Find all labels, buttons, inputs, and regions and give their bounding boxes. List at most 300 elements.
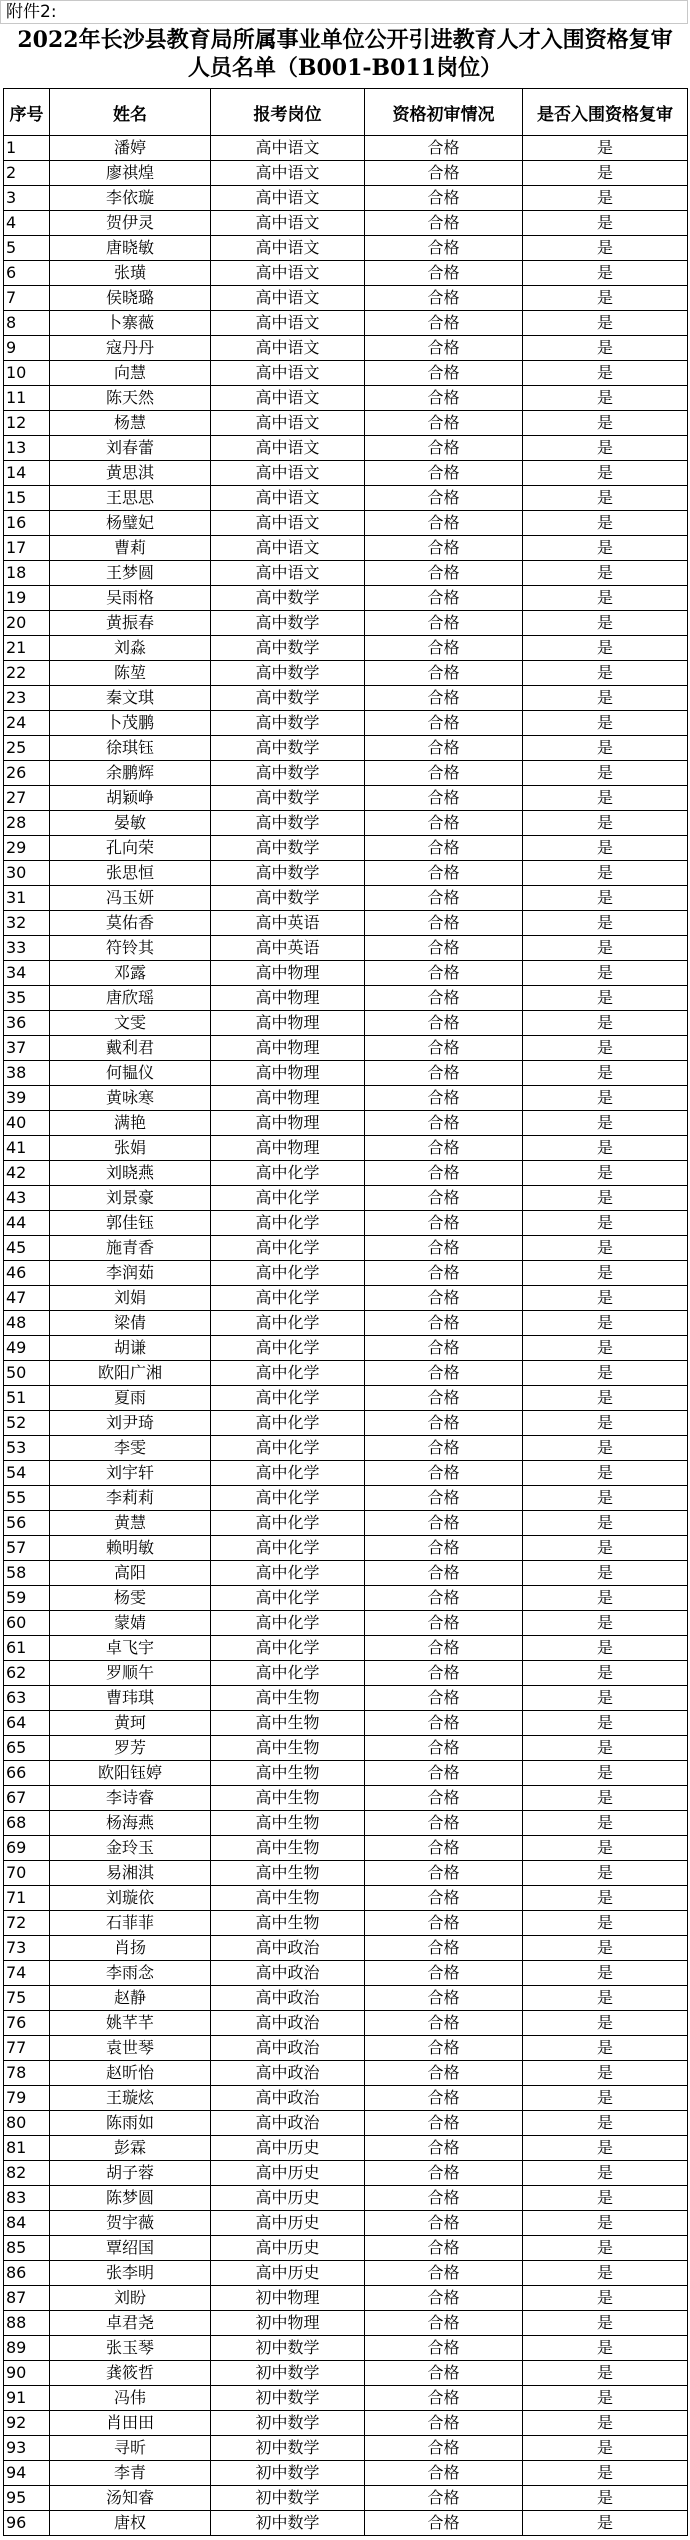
cell-shortlisted: 是 [523,2311,688,2336]
cell-initial-review: 合格 [365,1861,523,1886]
cell-shortlisted: 是 [523,1711,688,1736]
cell-index: 75 [4,1986,50,2011]
cell-initial-review: 合格 [365,1186,523,1211]
cell-position: 高中物理 [211,986,365,1011]
cell-position: 高中数学 [211,636,365,661]
cell-name: 施青香 [50,1236,211,1261]
cell-position: 高中历史 [211,2236,365,2261]
cell-shortlisted: 是 [523,386,688,411]
cell-shortlisted: 是 [523,1561,688,1586]
cell-position: 高中物理 [211,1111,365,1136]
cell-position: 高中政治 [211,2011,365,2036]
table-row [4,1536,688,1561]
cell-name: 彭霖 [50,2136,211,2161]
cell-initial-review: 合格 [365,611,523,636]
cell-name: 石菲菲 [50,1911,211,1936]
cell-position: 高中政治 [211,1986,365,2011]
cell-position: 高中化学 [211,1261,365,1286]
cell-index: 62 [4,1661,50,1686]
cell-name: 高阳 [50,1561,211,1586]
roster-body [4,136,688,2536]
cell-position: 高中历史 [211,2186,365,2211]
table-row [4,1761,688,1786]
cell-initial-review: 合格 [365,1636,523,1661]
cell-shortlisted: 是 [523,261,688,286]
cell-index: 68 [4,1811,50,1836]
cell-shortlisted: 是 [523,211,688,236]
cell-initial-review: 合格 [365,2336,523,2361]
cell-position: 高中历史 [211,2136,365,2161]
table-row [4,511,688,536]
cell-name: 张李明 [50,2261,211,2286]
cell-index: 84 [4,2211,50,2236]
cell-initial-review: 合格 [365,586,523,611]
table-row [4,1461,688,1486]
table-row [4,1411,688,1436]
cell-initial-review: 合格 [365,2211,523,2236]
cell-position: 高中数学 [211,611,365,636]
cell-position: 高中化学 [211,1661,365,1686]
cell-name: 符铃其 [50,936,211,961]
cell-shortlisted: 是 [523,2211,688,2236]
table-row [4,1111,688,1136]
cell-initial-review: 合格 [365,2511,523,2536]
cell-initial-review: 合格 [365,1911,523,1936]
cell-initial-review: 合格 [365,2011,523,2036]
cell-initial-review: 合格 [365,1711,523,1736]
cell-name: 李诗睿 [50,1786,211,1811]
cell-initial-review: 合格 [365,311,523,336]
cell-position: 高中政治 [211,1961,365,1986]
table-row [4,1511,688,1536]
cell-position: 高中语文 [211,261,365,286]
table-row [4,1361,688,1386]
cell-name: 唐权 [50,2511,211,2536]
cell-name: 潘婷 [50,136,211,161]
cell-name: 刘尹琦 [50,1411,211,1436]
cell-initial-review: 合格 [365,2136,523,2161]
cell-index: 74 [4,1961,50,1986]
cell-name: 徐琪钰 [50,736,211,761]
table-row [4,1611,688,1636]
cell-initial-review: 合格 [365,1761,523,1786]
cell-initial-review: 合格 [365,161,523,186]
cell-shortlisted: 是 [523,1286,688,1311]
cell-name: 欧阳广湘 [50,1361,211,1386]
cell-shortlisted: 是 [523,1211,688,1236]
cell-initial-review: 合格 [365,1486,523,1511]
cell-position: 高中化学 [211,1211,365,1236]
cell-name: 胡谦 [50,1336,211,1361]
table-row [4,1886,688,1911]
table-row [4,1661,688,1686]
cell-shortlisted: 是 [523,1436,688,1461]
cell-position: 高中化学 [211,1161,365,1186]
cell-shortlisted: 是 [523,511,688,536]
cell-position: 高中政治 [211,2111,365,2136]
cell-initial-review: 合格 [365,1561,523,1586]
cell-initial-review: 合格 [365,286,523,311]
cell-name: 陈雨如 [50,2111,211,2136]
table-row [4,1036,688,1061]
cell-shortlisted: 是 [523,2286,688,2311]
table-row [4,2136,688,2161]
cell-index: 90 [4,2361,50,2386]
cell-index: 39 [4,1086,50,1111]
cell-name: 廖祺煌 [50,161,211,186]
cell-name: 卜寨薇 [50,311,211,336]
cell-position: 高中语文 [211,511,365,536]
cell-position: 高中生物 [211,1761,365,1786]
cell-shortlisted: 是 [523,711,688,736]
cell-position: 高中数学 [211,761,365,786]
cell-position: 高中物理 [211,1061,365,1086]
cell-name: 赖明敏 [50,1536,211,1561]
cell-initial-review: 合格 [365,1061,523,1086]
cell-initial-review: 合格 [365,2436,523,2461]
cell-initial-review: 合格 [365,786,523,811]
cell-name: 李润茹 [50,1261,211,1286]
cell-name: 李雨念 [50,1961,211,1986]
cell-position: 高中生物 [211,1686,365,1711]
cell-position: 高中化学 [211,1386,365,1411]
cell-name: 刘景豪 [50,1186,211,1211]
cell-initial-review: 合格 [365,186,523,211]
title-line-1: 2022年长沙县教育局所属事业单位公开引进教育人才入围资格复审 [17,27,673,53]
cell-shortlisted: 是 [523,2061,688,2086]
cell-position: 高中化学 [211,1411,365,1436]
table-row [4,211,688,236]
cell-shortlisted: 是 [523,336,688,361]
cell-name: 寻昕 [50,2436,211,2461]
cell-index: 8 [4,311,50,336]
cell-initial-review: 合格 [365,1286,523,1311]
cell-index: 88 [4,2311,50,2336]
cell-initial-review: 合格 [365,2236,523,2261]
cell-shortlisted: 是 [523,486,688,511]
cell-name: 戴利君 [50,1036,211,1061]
cell-shortlisted: 是 [523,636,688,661]
cell-index: 9 [4,336,50,361]
cell-name: 侯晓璐 [50,286,211,311]
cell-index: 34 [4,961,50,986]
cell-name: 蒙婧 [50,1611,211,1636]
cell-position: 初中数学 [211,2486,365,2511]
cell-shortlisted: 是 [523,436,688,461]
cell-index: 79 [4,2086,50,2111]
cell-index: 38 [4,1061,50,1086]
cell-name: 卓君尧 [50,2311,211,2336]
cell-initial-review: 合格 [365,886,523,911]
cell-position: 高中语文 [211,561,365,586]
cell-position: 高中生物 [211,1711,365,1736]
table-row [4,1836,688,1861]
cell-shortlisted: 是 [523,1311,688,1336]
cell-name: 贺伊灵 [50,211,211,236]
cell-initial-review: 合格 [365,1736,523,1761]
cell-shortlisted: 是 [523,1811,688,1836]
cell-name: 黄咏寒 [50,1086,211,1111]
cell-name: 唐晓敏 [50,236,211,261]
cell-name: 李青 [50,2461,211,2486]
cell-index: 54 [4,1461,50,1486]
cell-initial-review: 合格 [365,1011,523,1036]
cell-shortlisted: 是 [523,2011,688,2036]
cell-initial-review: 合格 [365,961,523,986]
cell-index: 69 [4,1836,50,1861]
cell-index: 18 [4,561,50,586]
cell-name: 胡颖峥 [50,786,211,811]
cell-initial-review: 合格 [365,1336,523,1361]
cell-index: 37 [4,1036,50,1061]
table-row [4,1186,688,1211]
cell-initial-review: 合格 [365,711,523,736]
cell-name: 欧阳钰婷 [50,1761,211,1786]
cell-position: 高中语文 [211,136,365,161]
cell-position: 高中数学 [211,811,365,836]
table-row [4,436,688,461]
cell-index: 91 [4,2386,50,2411]
table-row [4,2161,688,2186]
cell-position: 高中化学 [211,1636,365,1661]
cell-position: 高中英语 [211,911,365,936]
cell-shortlisted: 是 [523,1411,688,1436]
table-row [4,886,688,911]
table-row [4,736,688,761]
cell-initial-review: 合格 [365,1211,523,1236]
cell-initial-review: 合格 [365,1536,523,1561]
cell-position: 高中化学 [211,1361,365,1386]
cell-index: 82 [4,2161,50,2186]
cell-position: 高中历史 [211,2211,365,2236]
cell-shortlisted: 是 [523,2486,688,2511]
cell-shortlisted: 是 [523,1961,688,1986]
cell-initial-review: 合格 [365,1411,523,1436]
cell-name: 肖田田 [50,2411,211,2436]
cell-shortlisted: 是 [523,1936,688,1961]
cell-initial-review: 合格 [365,2111,523,2136]
cell-shortlisted: 是 [523,1886,688,1911]
cell-name: 肖扬 [50,1936,211,1961]
cell-position: 高中化学 [211,1311,365,1336]
cell-position: 高中语文 [211,461,365,486]
cell-position: 初中数学 [211,2386,365,2411]
table-row [4,2211,688,2236]
cell-index: 89 [4,2336,50,2361]
cell-position: 高中政治 [211,2086,365,2111]
cell-position: 高中化学 [211,1511,365,1536]
cell-initial-review: 合格 [365,2411,523,2436]
cell-initial-review: 合格 [365,1311,523,1336]
cell-position: 高中语文 [211,186,365,211]
table-row [4,861,688,886]
cell-position: 高中物理 [211,961,365,986]
cell-index: 10 [4,361,50,386]
cell-initial-review: 合格 [365,436,523,461]
cell-index: 49 [4,1336,50,1361]
cell-shortlisted: 是 [523,2411,688,2436]
cell-shortlisted: 是 [523,1611,688,1636]
table-row [4,2311,688,2336]
cell-shortlisted: 是 [523,1736,688,1761]
cell-shortlisted: 是 [523,736,688,761]
cell-shortlisted: 是 [523,411,688,436]
cell-index: 13 [4,436,50,461]
table-row [4,1236,688,1261]
table-row [4,2461,688,2486]
cell-position: 高中物理 [211,1036,365,1061]
cell-shortlisted: 是 [523,1111,688,1136]
table-row [4,761,688,786]
cell-initial-review: 合格 [365,2261,523,2286]
header-row [4,89,688,136]
table-row [4,1736,688,1761]
cell-name: 罗顺午 [50,1661,211,1686]
cell-shortlisted: 是 [523,286,688,311]
cell-name: 唐欣瑶 [50,986,211,1011]
cell-name: 寇丹丹 [50,336,211,361]
cell-initial-review: 合格 [365,661,523,686]
cell-index: 43 [4,1186,50,1211]
cell-name: 晏敏 [50,811,211,836]
cell-position: 高中语文 [211,436,365,461]
cell-shortlisted: 是 [523,886,688,911]
table-row [4,2086,688,2111]
cell-name: 杨璧妃 [50,511,211,536]
cell-shortlisted: 是 [523,1336,688,1361]
table-row [4,2111,688,2136]
cell-name: 王思思 [50,486,211,511]
cell-shortlisted: 是 [523,611,688,636]
cell-shortlisted: 是 [523,1361,688,1386]
cell-index: 81 [4,2136,50,2161]
header-shortlisted: 是否入围资格复审 [523,89,688,136]
table-row [4,986,688,1011]
cell-initial-review: 合格 [365,2186,523,2211]
cell-name: 黄珂 [50,1711,211,1736]
cell-name: 刘淼 [50,636,211,661]
cell-shortlisted: 是 [523,1386,688,1411]
cell-position: 高中生物 [211,1861,365,1886]
table-row [4,1086,688,1111]
cell-initial-review: 合格 [365,1386,523,1411]
cell-shortlisted: 是 [523,1586,688,1611]
cell-shortlisted: 是 [523,686,688,711]
cell-shortlisted: 是 [523,361,688,386]
table-row [4,261,688,286]
cell-shortlisted: 是 [523,786,688,811]
cell-index: 73 [4,1936,50,1961]
cell-shortlisted: 是 [523,2436,688,2461]
cell-name: 杨雯 [50,1586,211,1611]
cell-initial-review: 合格 [365,1611,523,1636]
cell-shortlisted: 是 [523,1861,688,1886]
table-row [4,1686,688,1711]
cell-index: 42 [4,1161,50,1186]
cell-name: 姚芊芊 [50,2011,211,2036]
cell-name: 卜茂鹏 [50,711,211,736]
cell-shortlisted: 是 [523,536,688,561]
header-position: 报考岗位 [211,89,365,136]
cell-shortlisted: 是 [523,1511,688,1536]
cell-initial-review: 合格 [365,1261,523,1286]
table-row [4,1811,688,1836]
cell-name: 郭佳钰 [50,1211,211,1236]
cell-name: 王梦圆 [50,561,211,586]
cell-position: 高中英语 [211,936,365,961]
cell-index: 5 [4,236,50,261]
cell-index: 71 [4,1886,50,1911]
cell-index: 50 [4,1361,50,1386]
cell-shortlisted: 是 [523,836,688,861]
cell-index: 6 [4,261,50,286]
cell-index: 85 [4,2236,50,2261]
cell-name: 向慧 [50,361,211,386]
cell-shortlisted: 是 [523,1486,688,1511]
cell-position: 高中数学 [211,686,365,711]
cell-position: 高中化学 [211,1336,365,1361]
cell-initial-review: 合格 [365,2461,523,2486]
cell-position: 高中历史 [211,2261,365,2286]
table-row [4,1161,688,1186]
cell-initial-review: 合格 [365,1511,523,1536]
cell-name: 秦文琪 [50,686,211,711]
table-row [4,2286,688,2311]
cell-initial-review: 合格 [365,336,523,361]
cell-shortlisted: 是 [523,936,688,961]
cell-initial-review: 合格 [365,1661,523,1686]
cell-index: 52 [4,1411,50,1436]
cell-index: 19 [4,586,50,611]
cell-name: 黄振春 [50,611,211,636]
table-row [4,1136,688,1161]
cell-name: 陈梦圆 [50,2186,211,2211]
cell-name: 张玉琴 [50,2336,211,2361]
table-row [4,2036,688,2061]
cell-shortlisted: 是 [523,2186,688,2211]
cell-shortlisted: 是 [523,1786,688,1811]
cell-name: 卓飞宇 [50,1636,211,1661]
cell-position: 高中生物 [211,1811,365,1836]
cell-index: 66 [4,1761,50,1786]
cell-shortlisted: 是 [523,1011,688,1036]
cell-shortlisted: 是 [523,2036,688,2061]
table-row [4,2261,688,2286]
cell-index: 57 [4,1536,50,1561]
cell-position: 高中数学 [211,861,365,886]
cell-initial-review: 合格 [365,486,523,511]
table-row [4,636,688,661]
cell-index: 14 [4,461,50,486]
table-row [4,1486,688,1511]
cell-index: 63 [4,1686,50,1711]
cell-position: 高中化学 [211,1186,365,1211]
cell-initial-review: 合格 [365,2161,523,2186]
table-row [4,1286,688,1311]
cell-position: 高中生物 [211,1911,365,1936]
table-row [4,1011,688,1036]
table-row [4,2486,688,2511]
cell-name: 曹莉 [50,536,211,561]
table-row [4,1211,688,1236]
cell-index: 31 [4,886,50,911]
cell-shortlisted: 是 [523,186,688,211]
cell-index: 33 [4,936,50,961]
table-row [4,1861,688,1886]
cell-position: 高中政治 [211,2036,365,2061]
cell-initial-review: 合格 [365,1586,523,1611]
cell-shortlisted: 是 [523,2236,688,2261]
